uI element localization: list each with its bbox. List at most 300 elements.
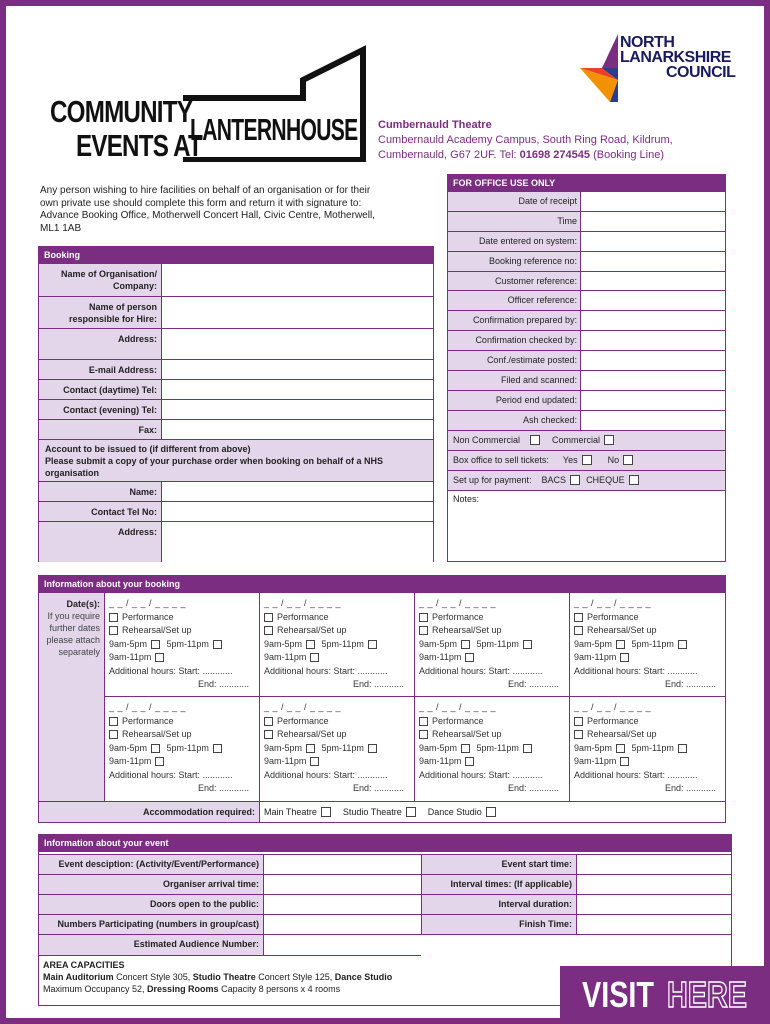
office-payment-row (448, 471, 725, 491)
office-field-input[interactable] (581, 272, 725, 291)
office-field-label: Period end updated: (448, 391, 581, 410)
bacs-label: BACS (541, 475, 567, 486)
office-field-input[interactable] (581, 411, 725, 430)
organiser-arrival-field[interactable] (264, 875, 421, 894)
time-slots (109, 638, 255, 652)
office-row (448, 331, 725, 351)
event-row (422, 854, 731, 874)
rehearsal-checkbox[interactable] (574, 626, 583, 635)
rehearsal-label: Rehearsal/Set up (587, 625, 657, 635)
finish-time-field-label: Finish Time: (422, 915, 577, 934)
performance-label: Performance (587, 611, 639, 622)
additional-end[interactable]: End: ............ (197, 679, 249, 689)
cap-main-val: Concert Style 305, (113, 972, 193, 982)
cheque-checkbox[interactable] (629, 475, 639, 485)
event-row (39, 894, 421, 914)
name-field[interactable] (162, 482, 433, 501)
rehearsal-label: Rehearsal/Set up (277, 729, 347, 739)
booking-row (39, 360, 433, 380)
office-row (448, 411, 725, 431)
booking-row (39, 329, 433, 360)
email-field-label: E-mail Address: (39, 360, 162, 379)
person-field-label: Name of person responsible for Hire: (39, 297, 162, 328)
event-description-field-label: Event desciption: (Activity/Event/Performance) (39, 855, 264, 874)
no-checkbox[interactable] (623, 455, 633, 465)
cap-studio-val: Concert Style 125, (255, 972, 335, 982)
venue-phone: 01698 274545 (519, 149, 591, 161)
capacities-title: AREA CAPACITIES (43, 960, 125, 970)
non-commercial-checkbox[interactable] (530, 435, 540, 445)
performance-checkbox[interactable] (264, 717, 273, 726)
event-row (422, 914, 731, 934)
org-field-label: Name of Organisation/ Company: (39, 264, 162, 296)
performance-option (264, 715, 410, 729)
office-field-label: Date entered on system: (448, 232, 581, 251)
additional-start[interactable]: Additional hours: Start: ............ (264, 665, 388, 676)
date-slot (260, 697, 415, 801)
bacs-checkbox[interactable] (570, 475, 580, 485)
performance-checkbox[interactable] (419, 717, 428, 726)
doors-open-field-label: Doors open to the public: (39, 895, 264, 914)
rehearsal-label: Rehearsal/Set up (122, 625, 192, 635)
date-slot (570, 697, 726, 801)
dates-label: Date(s): (66, 599, 100, 609)
account-note (39, 440, 433, 482)
slot-9-11-checkbox[interactable] (465, 757, 474, 766)
rehearsal-option (419, 624, 565, 638)
event-row (39, 874, 421, 894)
slot-9-11-label: 9am-11pm (574, 652, 617, 662)
office-row (448, 371, 725, 391)
office-field-label: Booking reference no: (448, 252, 581, 271)
visit-label: VISIT (581, 974, 654, 1015)
slot-9-5-label: 9am-5pm (264, 638, 303, 649)
date-slot (415, 593, 570, 697)
visit-here-button[interactable] (560, 966, 770, 1024)
interval-duration-field[interactable] (577, 895, 731, 914)
slot-9-5-checkbox[interactable] (306, 744, 315, 753)
tel-day-field[interactable] (162, 380, 433, 399)
booking-row (39, 482, 433, 502)
slot-9-11-label: 9am-11pm (574, 756, 617, 766)
logo-community: COMMUNITY (50, 94, 193, 129)
office-field-input[interactable] (581, 291, 725, 310)
office-field-label: Confirmation prepared by: (448, 311, 581, 330)
event-info-title: Information about your event (39, 835, 731, 852)
date-input[interactable]: _ _ / _ _ / _ _ _ _ (109, 702, 187, 712)
box-office-label: Box office to sell tickets: (453, 455, 549, 466)
performance-checkbox[interactable] (264, 613, 273, 622)
slot-5-11-label: 5pm-11pm (321, 742, 364, 753)
event-row (39, 854, 421, 874)
venue-name: Cumbernauld Theatre (378, 119, 492, 131)
slot-9-5-checkbox[interactable] (151, 744, 160, 753)
time-slots (419, 742, 565, 756)
account-line2: Please submit a copy of your purchase order when booking on behalf of a NHS organisation (45, 456, 384, 478)
additional-end[interactable]: End: ............ (352, 679, 404, 689)
accommodation-label: Accommodation required: (142, 807, 255, 817)
slot-5-11-label: 5pm-11pm (166, 638, 209, 649)
slot-5-11-label: 5pm-11pm (166, 742, 209, 753)
slot-9-11-checkbox[interactable] (465, 653, 474, 662)
additional-end[interactable]: End: ............ (664, 679, 716, 689)
rehearsal-option (109, 728, 255, 742)
rehearsal-label: Rehearsal/Set up (432, 625, 502, 635)
slot-9-5-label: 9am-5pm (419, 742, 458, 753)
rehearsal-option (264, 624, 410, 638)
office-field-input[interactable] (581, 371, 725, 390)
time-slot-full (109, 755, 255, 769)
org-field[interactable] (162, 264, 433, 296)
date-slot (570, 593, 726, 697)
slot-9-5-checkbox[interactable] (461, 744, 470, 753)
rehearsal-checkbox[interactable] (109, 730, 118, 739)
performance-option (419, 611, 565, 625)
rehearsal-option (109, 624, 255, 638)
room-dance-checkbox[interactable] (486, 807, 496, 817)
rehearsal-checkbox[interactable] (419, 626, 428, 635)
audience-number-field[interactable] (264, 935, 421, 955)
rehearsal-checkbox[interactable] (109, 626, 118, 635)
office-field-input[interactable] (581, 192, 725, 211)
slot-9-11-label: 9am-11pm (264, 756, 307, 766)
slot-9-11-checkbox[interactable] (155, 757, 164, 766)
additional-start[interactable]: Additional hours: Start: ............ (574, 665, 698, 676)
rehearsal-checkbox[interactable] (264, 730, 273, 739)
slot-9-5-checkbox[interactable] (306, 640, 315, 649)
slot-5-11-label: 5pm-11pm (631, 638, 674, 649)
slot-5-11-checkbox[interactable] (368, 640, 377, 649)
office-row (448, 391, 725, 411)
additional-start[interactable]: Additional hours: Start: ............ (264, 769, 388, 780)
event-row (39, 914, 421, 934)
booking-row (39, 420, 433, 440)
performance-label: Performance (277, 715, 329, 726)
booking-row (39, 400, 433, 420)
slot-9-5-checkbox[interactable] (616, 640, 625, 649)
council-line2: LANARKSHIRE (620, 49, 731, 66)
event-row (422, 874, 731, 894)
cap-dance: Dance Studio (334, 972, 393, 982)
interval-times-field-label: Interval times: (If applicable) (422, 875, 577, 894)
time-slots (574, 638, 722, 652)
additional-start[interactable]: Additional hours: Start: ............ (574, 769, 698, 780)
council-line1: NORTH (620, 34, 675, 51)
venue-address1: Cumbernauld Academy Campus, South Ring Road, Kildrum, (378, 134, 673, 146)
office-field-label: Confirmation checked by: (448, 331, 581, 350)
date-input[interactable]: _ _ / _ _ / _ _ _ _ (264, 702, 342, 712)
slot-5-11-checkbox[interactable] (523, 744, 532, 753)
numbers-participating-field[interactable] (264, 915, 421, 934)
date-slot (105, 593, 260, 697)
rehearsal-option (419, 728, 565, 742)
office-row (448, 311, 725, 331)
office-field-input[interactable] (581, 311, 725, 330)
rehearsal-checkbox[interactable] (264, 626, 273, 635)
time-slots (574, 742, 722, 756)
booking-row (39, 522, 433, 562)
address2-field-label: Address: (39, 522, 162, 562)
interval-times-field[interactable] (577, 875, 731, 894)
cap-studio: Studio Theatre (192, 972, 256, 982)
booking-row (39, 264, 433, 297)
account-line1: Account to be issued to (if different from above) (45, 444, 251, 454)
slot-9-11-label: 9am-11pm (264, 652, 307, 662)
slot-9-5-checkbox[interactable] (461, 640, 470, 649)
time-slot-full (574, 755, 722, 769)
date-slot (260, 593, 415, 697)
slot-5-11-label: 5pm-11pm (631, 742, 674, 753)
additional-start[interactable]: Additional hours: Start: ............ (419, 769, 543, 780)
slot-9-11-label: 9am-11pm (419, 652, 462, 662)
performance-checkbox[interactable] (574, 613, 583, 622)
notes-field[interactable] (448, 491, 725, 507)
performance-label: Performance (432, 715, 484, 726)
office-field-input[interactable] (581, 232, 725, 251)
date-input[interactable]: _ _ / _ _ / _ _ _ _ (574, 598, 652, 608)
interval-duration-field-label: Interval duration: (422, 895, 577, 914)
name-field-label: Name: (39, 482, 162, 501)
venue-phone-note: (Booking Line) (590, 149, 665, 161)
performance-option (419, 715, 565, 729)
time-slot-full (419, 651, 565, 665)
fax-field-label: Fax: (39, 420, 162, 439)
office-box-office-row (448, 451, 725, 471)
capacities-block (39, 955, 421, 1006)
slot-5-11-label: 5pm-11pm (476, 742, 519, 753)
slot-9-11-checkbox[interactable] (310, 653, 319, 662)
booking-row (39, 380, 433, 400)
date-slot (105, 697, 260, 801)
tel-eve-field[interactable] (162, 400, 433, 419)
logo-events-at: EVENTS AT (76, 128, 202, 163)
slot-9-11-label: 9am-11pm (109, 652, 152, 662)
additional-end[interactable]: End: ............ (197, 783, 249, 793)
office-field-input[interactable] (581, 331, 725, 350)
person-field[interactable] (162, 297, 433, 328)
performance-option (109, 715, 255, 729)
slot-5-11-label: 5pm-11pm (476, 638, 519, 649)
performance-option (109, 611, 255, 625)
contact-tel-field[interactable] (162, 502, 433, 521)
office-field-input[interactable] (581, 252, 725, 271)
office-field-label: Ash checked: (448, 411, 581, 430)
booking-info-title: Information about your booking (39, 576, 725, 593)
rehearsal-label: Rehearsal/Set up (432, 729, 502, 739)
commercial-checkbox[interactable] (604, 435, 614, 445)
email-field[interactable] (162, 360, 433, 379)
additional-end[interactable]: End: ............ (507, 679, 559, 689)
slot-9-11-checkbox[interactable] (620, 757, 629, 766)
slot-5-11-checkbox[interactable] (213, 640, 222, 649)
lanternhouse-logo (48, 42, 368, 162)
notes-label: Notes: (453, 493, 480, 504)
time-slot-full (419, 755, 565, 769)
time-slot-full (109, 651, 255, 665)
office-row (448, 291, 725, 311)
event-start-field[interactable] (577, 855, 731, 874)
performance-option (264, 611, 410, 625)
room-studio-label: Studio Theatre (342, 807, 402, 817)
booking-panel (38, 246, 434, 562)
slot-9-11-checkbox[interactable] (620, 653, 629, 662)
cap-dance-val: Maximum Occupancy 52, (43, 984, 148, 994)
slot-9-5-label: 9am-5pm (109, 638, 148, 649)
slot-9-5-checkbox[interactable] (151, 640, 160, 649)
room-dance-label: Dance Studio (427, 807, 482, 817)
slot-9-11-checkbox[interactable] (155, 653, 164, 662)
slot-5-11-checkbox[interactable] (678, 744, 687, 753)
non-commercial-label: Non Commercial (453, 435, 521, 446)
slot-9-5-label: 9am-5pm (419, 638, 458, 649)
booking-info-panel (38, 575, 726, 823)
performance-checkbox[interactable] (419, 613, 428, 622)
performance-label: Performance (432, 611, 484, 622)
office-row (448, 212, 725, 232)
address-field[interactable] (162, 329, 433, 359)
office-row (448, 252, 725, 272)
booking-row (39, 502, 433, 522)
office-field-input[interactable] (581, 391, 725, 410)
performance-label: Performance (587, 715, 639, 726)
slot-5-11-checkbox[interactable] (368, 744, 377, 753)
event-description-field[interactable] (264, 855, 421, 874)
finish-time-field[interactable] (577, 915, 731, 934)
date-input[interactable]: _ _ / _ _ / _ _ _ _ (419, 598, 497, 608)
time-slots (264, 638, 410, 652)
performance-checkbox[interactable] (109, 717, 118, 726)
rehearsal-checkbox[interactable] (419, 730, 428, 739)
address2-field[interactable] (162, 522, 433, 562)
time-slot-full (574, 651, 722, 665)
slot-9-5-checkbox[interactable] (616, 744, 625, 753)
room-studio-checkbox[interactable] (406, 807, 416, 817)
address-field-label: Address: (39, 329, 162, 359)
office-field-label: Date of receipt (448, 192, 581, 211)
time-slot-full (264, 651, 410, 665)
cap-dressing-val: Capacity 8 persons x 4 rooms (218, 984, 341, 994)
council-line3: COUNCIL (666, 64, 736, 81)
numbers-participating-field-label: Numbers Participating (numbers in group/cast) (39, 915, 264, 934)
slot-9-11-label: 9am-11pm (109, 756, 152, 766)
time-slots (109, 742, 255, 756)
rehearsal-label: Rehearsal/Set up (122, 729, 192, 739)
additional-end[interactable]: End: ............ (352, 783, 404, 793)
date-input[interactable]: _ _ / _ _ / _ _ _ _ (109, 598, 187, 608)
additional-start[interactable]: Additional hours: Start: ............ (419, 665, 543, 676)
office-row (448, 232, 725, 252)
event-start-field-label: Event start time: (422, 855, 577, 874)
time-slot-full (264, 755, 410, 769)
booking-row (39, 297, 433, 329)
yes-label: Yes (562, 455, 578, 466)
event-row (422, 894, 731, 914)
fax-field[interactable] (162, 420, 433, 439)
event-right-end (422, 934, 731, 935)
performance-label: Performance (122, 715, 174, 726)
slot-9-5-label: 9am-5pm (574, 638, 613, 649)
additional-start[interactable]: Additional hours: Start: ............ (109, 769, 233, 780)
slot-5-11-label: 5pm-11pm (321, 638, 364, 649)
event-row (39, 934, 421, 955)
date-input[interactable]: _ _ / _ _ / _ _ _ _ (419, 702, 497, 712)
office-field-label: Conf./estimate posted: (448, 351, 581, 370)
intro-text: Any person wishing to hire facilities on behalf of an organisation or for their own private use should complete this form and return it with signature to: Advance Booking Office, Motherwell Concert Hall, Civic Centre, Motherwell, ML1 1AB (40, 185, 375, 234)
tel-eve-field-label: Contact (evening) Tel: (39, 400, 162, 419)
booking-title: Booking (39, 247, 433, 264)
cap-dressing: Dressing Rooms (147, 984, 219, 994)
date-input[interactable]: _ _ / _ _ / _ _ _ _ (264, 598, 342, 608)
no-label: No (607, 455, 620, 466)
slot-5-11-checkbox[interactable] (523, 640, 532, 649)
contact-tel-field-label: Contact Tel No: (39, 502, 162, 521)
slot-5-11-checkbox[interactable] (213, 744, 222, 753)
yes-checkbox[interactable] (582, 455, 592, 465)
logo-lanternhouse: LANTERNHOUSE (190, 112, 358, 147)
slot-5-11-checkbox[interactable] (678, 640, 687, 649)
office-field-input[interactable] (581, 212, 725, 231)
office-panel (447, 174, 726, 562)
time-slots (419, 638, 565, 652)
office-row (448, 272, 725, 292)
dates-note: If you require further dates please attach separately (46, 611, 100, 657)
performance-label: Performance (277, 611, 329, 622)
performance-checkbox[interactable] (109, 613, 118, 622)
council-emblem-icon (580, 34, 624, 104)
time-slots (264, 742, 410, 756)
dates-side (39, 593, 105, 801)
additional-end[interactable]: End: ............ (664, 783, 716, 793)
tel-day-field-label: Contact (daytime) Tel: (39, 380, 162, 399)
venue-block (378, 118, 748, 163)
office-field-input[interactable] (581, 351, 725, 370)
slot-9-11-label: 9am-11pm (419, 756, 462, 766)
rehearsal-checkbox[interactable] (574, 730, 583, 739)
office-row (448, 351, 725, 371)
office-commercial-row (448, 431, 725, 451)
performance-checkbox[interactable] (574, 717, 583, 726)
rehearsal-option (264, 728, 410, 742)
here-label: HERE (667, 974, 748, 1015)
venue-address2: Cumbernauld, G67 2UF. Tel: (378, 149, 520, 161)
rehearsal-label: Rehearsal/Set up (587, 729, 657, 739)
date-input[interactable]: _ _ / _ _ / _ _ _ _ (574, 702, 652, 712)
room-main-checkbox[interactable] (321, 807, 331, 817)
cap-main: Main Auditorium (43, 972, 114, 982)
additional-end[interactable]: End: ............ (507, 783, 559, 793)
slot-9-5-label: 9am-5pm (109, 742, 148, 753)
organiser-arrival-field-label: Organiser arrival time: (39, 875, 264, 894)
doors-open-field[interactable] (264, 895, 421, 914)
rehearsal-option (574, 728, 722, 742)
office-field-label: Customer reference: (448, 272, 581, 291)
council-logo (580, 34, 740, 104)
rehearsal-label: Rehearsal/Set up (277, 625, 347, 635)
performance-option (574, 715, 722, 729)
office-field-label: Time (448, 212, 581, 231)
slot-9-5-label: 9am-5pm (264, 742, 303, 753)
cheque-label: CHEQUE (586, 475, 625, 486)
performance-label: Performance (122, 611, 174, 622)
audience-number-field-label: Estimated Audience Number: (39, 935, 264, 955)
office-title: FOR OFFICE USE ONLY (448, 175, 725, 192)
slot-9-11-checkbox[interactable] (310, 757, 319, 766)
date-slot (415, 697, 570, 801)
additional-start[interactable]: Additional hours: Start: ............ (109, 665, 233, 676)
commercial-label: Commercial (552, 435, 601, 446)
performance-option (574, 611, 722, 625)
accommodation-row (39, 801, 725, 822)
